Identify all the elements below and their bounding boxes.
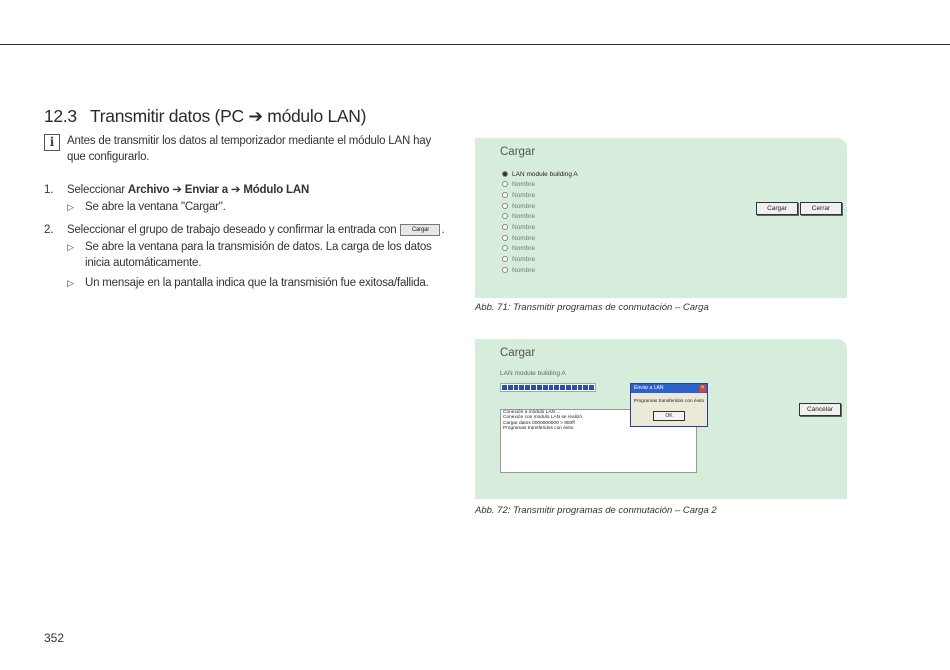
radio-option[interactable]: Nombre (502, 224, 535, 231)
window-title: Cargar (500, 347, 536, 359)
log-line: Conexión con módulo LAN se realizó. (503, 415, 584, 421)
close-icon[interactable]: × (700, 385, 705, 391)
section-number: 12.3 (44, 106, 77, 126)
log-line: Programas transferidos con éxito (503, 425, 574, 431)
section-title: Transmitir datos (PC ➔ módulo LAN) (90, 106, 367, 126)
step-2-result-1-line-2: inicia automáticamente. (85, 257, 202, 269)
menu-enviar-a: Enviar a (184, 184, 228, 196)
radio-option[interactable]: Nombre (502, 203, 535, 210)
radio-option[interactable]: Nombre (502, 235, 535, 242)
radio-option-selected[interactable]: LAN module building A (502, 171, 578, 178)
screenshot-cargar-progress (475, 339, 847, 499)
step-2-result-2: Un mensaje en la pantalla indica que la transmisión fue exitosa/fallida. (85, 277, 429, 289)
figure-caption: Abb. 71: Transmitir programas de conmutación – Carga (475, 302, 709, 313)
screenshot-cargar (475, 138, 847, 298)
radio-option[interactable]: Nombre (502, 267, 535, 274)
step-2-text: Seleccionar el grupo de trabajo deseado y confirmar la entrada con Cargar . (67, 224, 445, 236)
page-number: 352 (44, 631, 65, 645)
note-line-2: que configurarlo. (67, 151, 150, 163)
step-number: 1. (44, 184, 54, 196)
progress-bar (500, 383, 596, 392)
radio-option[interactable]: Nombre (502, 245, 535, 252)
result-triangle-icon: ▷ (67, 242, 74, 252)
radio-option[interactable]: Nombre (502, 256, 535, 263)
radio-option[interactable]: Nombre (502, 181, 535, 188)
inline-cargar-button: Cargar (400, 224, 440, 236)
section-heading (44, 106, 366, 127)
result-triangle-icon: ▷ (67, 202, 74, 212)
cerrar-button[interactable]: Cerrar (800, 202, 842, 215)
step-2-result-1-line-1: Se abre la ventana para la transmisión de datos. La carga de los datos (85, 241, 432, 253)
window-title: Cargar (500, 146, 536, 158)
ok-button[interactable]: OK (653, 411, 685, 421)
dialog-titlebar: Enviar a LAN × (631, 384, 707, 393)
message-dialog (630, 383, 708, 427)
module-label: LAN module building A (500, 370, 566, 377)
result-triangle-icon: ▷ (67, 278, 74, 288)
menu-archivo: Archivo (127, 184, 170, 196)
log-line: Cargar datos 0000000000 > 900ff (503, 420, 575, 426)
menu-modulo-lan: Módulo LAN (243, 184, 310, 196)
log-line: Conexión a módulo LAN ... (503, 410, 561, 415)
dialog-message: Programas transferidos con éxito (633, 399, 705, 404)
top-rule (0, 44, 950, 45)
info-icon: i (44, 134, 60, 151)
figure-caption: Abb. 72: Transmitir programas de conmutación – Carga 2 (475, 505, 717, 516)
cargar-button[interactable]: Cargar (756, 202, 798, 215)
step-1-result: Se abre la ventana "Cargar". (85, 201, 226, 213)
note-line-1: Antes de transmitir los datos al temporizador mediante el módulo LAN hay (67, 135, 432, 147)
cancelar-button[interactable]: Cancelar (799, 403, 841, 416)
radio-option[interactable]: Nombre (502, 213, 535, 220)
step-number: 2. (44, 224, 54, 236)
radio-option[interactable]: Nombre (502, 192, 535, 199)
step-1-text: Seleccionar Archivo ➔ Enviar a ➔ Módulo LAN (67, 184, 310, 196)
